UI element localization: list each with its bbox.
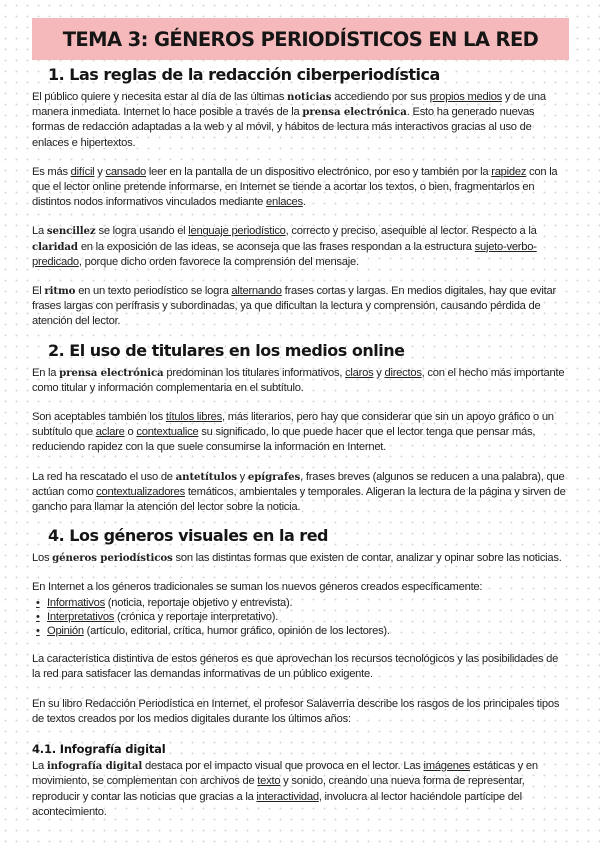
- paragraph: La característica distintiva de estos géneros es que aprovechan los recursos tecnológicos y las posibilidades de la red para satisfacer las demandas informativas de un público exigente.: [32, 653, 559, 681]
- bullet-icon: •: [36, 625, 40, 638]
- bullet-icon: •: [36, 596, 40, 609]
- section-heading-1: 1. Las reglas de la redacción ciberperiodística: [48, 65, 440, 84]
- paragraph: En Internet a los géneros tradicionales se suman los nuevos géneros creados específicamente:: [32, 581, 483, 594]
- paragraph: Son aceptables también los títulos libres, más literarios, pero hay que considerar que sin un apoyo gráfico o un subtítulo que aclare o contextualice su significado, lo que puede hacer que el lector tenga que pensar más, reduciendo rapidez con la que suele consumirse la información en Internet.: [32, 411, 554, 454]
- list-item: • Opinión (artículo, editorial, crítica, humor gráfico, opinión de los lectores).: [36, 625, 390, 638]
- section-heading-2: 2. El uso de titulares en los medios online: [48, 340, 405, 360]
- page-title: TEMA 3: GÉNEROS PERIODÍSTICOS EN LA RED: [62, 27, 539, 51]
- genre-list: [32, 596, 569, 639]
- list-item: • Interpretativos (crónica y reportaje interpretativo).: [36, 610, 279, 623]
- title-banner: [32, 18, 569, 60]
- section-heading-4: 4. Los géneros visuales en la red: [48, 526, 328, 546]
- paragraph: La infografía digital destaca por el impacto visual que provoca en el lector. Las imágenes estáticas y en movimiento, se complementan con archivos de texto y sonido, creando una nueva forma de representar, reproducir y contar las noticias que gracias a la interactividad, involucra al lector haciéndole partícipe del acontecimiento.: [32, 760, 538, 818]
- paragraph: En la prensa electrónica predominan los titulares informativos, claros y directos, con el hecho más importante como titular y información complementaria en el subtítulo.: [32, 366, 565, 394]
- paragraph: En su libro Redacción Periodística en Internet, el profesor Salaverría describe los rasgos de los principales tipos de textos creados por los medios digitales durante los últimos años:: [32, 697, 560, 725]
- list-item: • Informativos (noticia, reportaje objetivo y entrevista).: [36, 596, 293, 609]
- paragraph: La red ha rescatado el uso de antetítulos y epígrafes, frases breves (algunos se reducen a una palabra), que actúan como contextualizadores temáticos, ambientales y temporales. Aligeran la lectura de la página y sirven de gancho para llamar la atención del lector sobre la noticia.: [32, 470, 566, 514]
- paragraph: Es más difícil y cansado leer en la pantalla de un dispositivo electrónico, por eso y también por la rapidez con la que el lector online pretende informarse, en Internet se tiende a acortar los textos, o bien, fragmentarlos en distintos nodos informativos vinculados mediante enlaces.: [32, 165, 558, 209]
- subsection-heading: 4.1. Infografía digital: [32, 742, 166, 757]
- document-body: [32, 64, 569, 820]
- paragraph: El ritmo en un texto periodístico se logra alternando frases cortas y largas. En medios digitales, hay que evitar frases largas con perífrasis y subordinadas, ya que dificultan la lectura y comprensión, causando pérdida de atención del lector.: [32, 285, 556, 328]
- paragraph: Los géneros periodísticos son las distintas formas que existen de contar, analizar y opinar sobre las noticias.: [32, 552, 562, 565]
- paragraph: El público quiere y necesita estar al día de las últimas noticias accediendo por sus propios medios y de una manera inmediata. Internet lo hace posible a través de la prensa electrónica. Esto ha generado nuevas formas de redacción adaptadas a la web y al móvil, y hábitos de lectura más interactivos gracias al uso de enlaces e hipertextos.: [32, 91, 546, 149]
- paragraph: La sencillez se logra usando el lenguaje periodístico, correcto y preciso, asequible al lector. Respecto a la claridad en la exposición de las ideas, se aconseja que las frases respondan a la estructura sujeto-verbo-predicado, porque dicho orden favorece la comprensión del mensaje.: [32, 225, 537, 268]
- bullet-icon: •: [36, 610, 40, 623]
